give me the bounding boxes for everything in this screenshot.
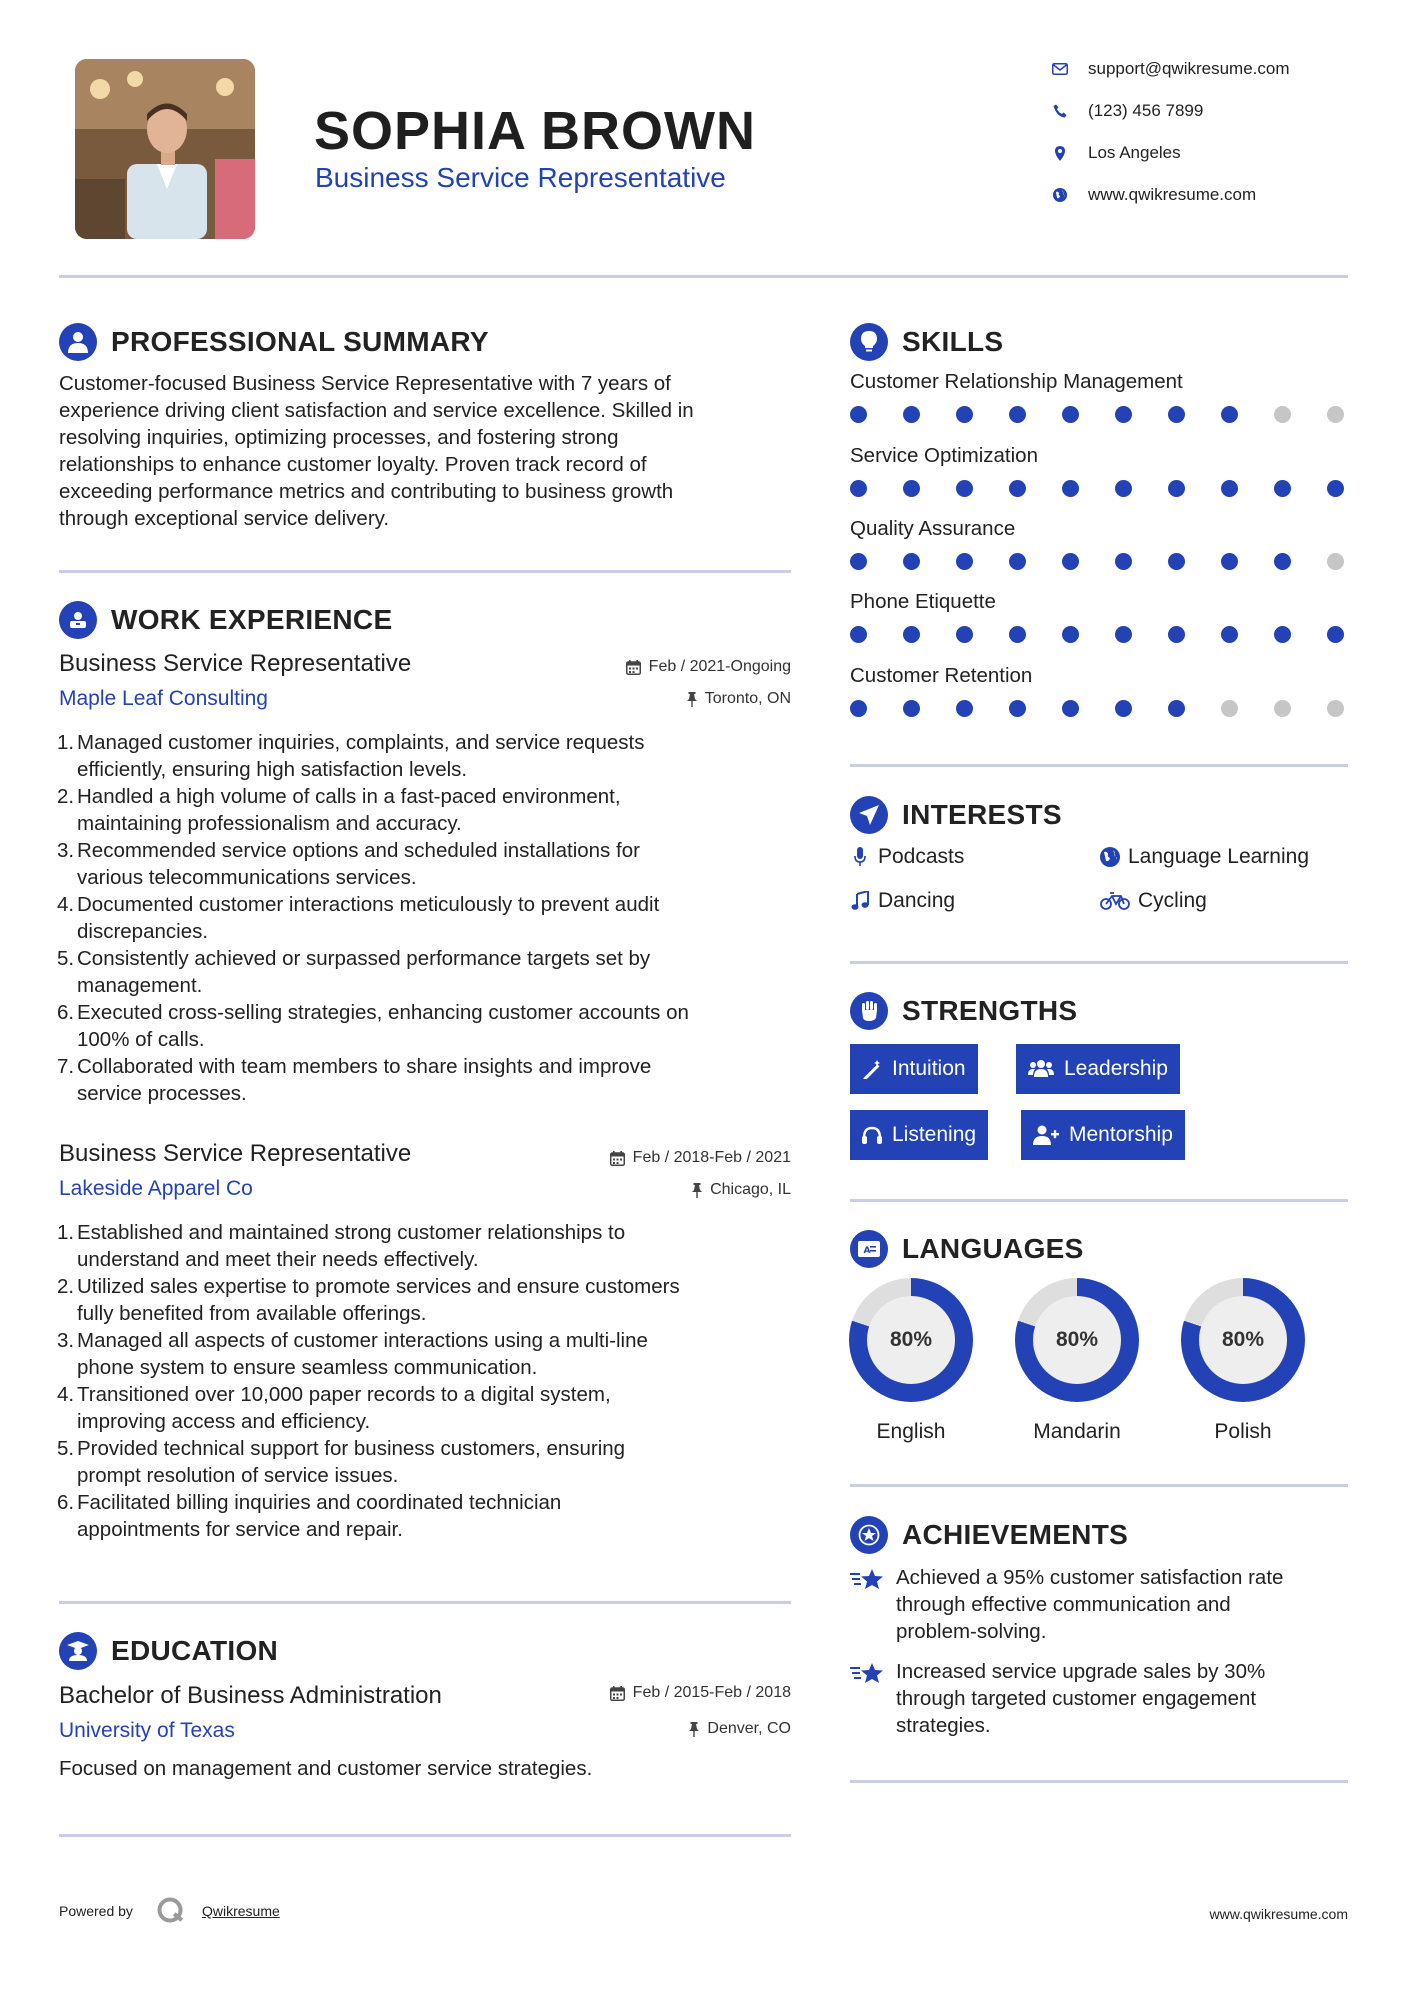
rating-dot-filled bbox=[1009, 406, 1026, 423]
achievement-text: Achieved a 95% customer satisfaction rate through effective communication and problem-solving. bbox=[896, 1566, 1284, 1643]
rating-dot-filled bbox=[1168, 406, 1185, 423]
interest-label: Dancing bbox=[878, 889, 956, 912]
rating-dot-empty bbox=[1274, 406, 1291, 423]
summary-heading bbox=[59, 323, 489, 361]
interests-title: INTERESTS bbox=[902, 799, 1062, 830]
phone-text: (123) 456 7899 bbox=[1088, 101, 1204, 120]
rating-dot-filled bbox=[1062, 406, 1079, 423]
language-name: English bbox=[876, 1420, 946, 1443]
skill-item bbox=[850, 444, 1344, 497]
skill-name: Phone Etiquette bbox=[850, 590, 996, 613]
job-location bbox=[500, 690, 791, 708]
qwikresume-link[interactable]: Qwikresume bbox=[202, 1903, 280, 1919]
rating-dot-filled bbox=[850, 553, 867, 570]
music-note-icon bbox=[850, 891, 870, 911]
headphones-icon bbox=[862, 1126, 882, 1144]
school: University of Texas bbox=[59, 1719, 235, 1742]
job-dates bbox=[500, 658, 791, 676]
footer-website-link[interactable]: www.qwikresume.com bbox=[1209, 1906, 1348, 1922]
degree: Bachelor of Business Administration bbox=[59, 1682, 442, 1709]
rating-dot-empty bbox=[1327, 406, 1344, 423]
job-location-text: Toronto, ON bbox=[704, 690, 791, 707]
education-description: Focused on management and customer service strategies. bbox=[59, 1757, 593, 1780]
education-location bbox=[500, 1720, 791, 1738]
skill-name: Customer Retention bbox=[850, 664, 1033, 687]
shooting-star-icon bbox=[850, 1658, 884, 1739]
rating-dot-filled bbox=[1274, 553, 1291, 570]
duty-item: 5. Consistently achieved or surpassed performance targets set by management. bbox=[57, 947, 651, 997]
rating-dot-filled bbox=[1274, 480, 1291, 497]
summary-line: experience driving client satisfaction and service excellence. Skilled in bbox=[59, 399, 694, 422]
skill-item bbox=[850, 517, 1344, 570]
rating-dot-filled bbox=[1274, 626, 1291, 643]
skill-rating bbox=[850, 626, 1344, 643]
user-plus-icon bbox=[1033, 1125, 1059, 1145]
lightbulb-icon bbox=[850, 323, 888, 361]
skill-name: Quality Assurance bbox=[850, 517, 1016, 540]
contact-phone bbox=[1050, 101, 1203, 121]
summary-line: relationships to enhance customer loyalty. Proven track record of bbox=[59, 453, 647, 476]
strengths-title: STRENGTHS bbox=[902, 995, 1078, 1026]
skill-name: Service Optimization bbox=[850, 444, 1038, 467]
location-text: Los Angeles bbox=[1088, 143, 1181, 162]
rating-dot-empty bbox=[1221, 700, 1238, 717]
duty-item: 6. Facilitated billing inquiries and coordinated technician appointments for service and repair. bbox=[57, 1491, 562, 1541]
microphone-icon bbox=[850, 847, 870, 867]
bicycle-icon bbox=[1100, 892, 1130, 910]
globe-icon bbox=[1050, 185, 1070, 205]
rating-dot-filled bbox=[1168, 626, 1185, 643]
language-percent: 80% bbox=[867, 1296, 955, 1384]
rating-dot-filled bbox=[850, 406, 867, 423]
experience-title: WORK EXPERIENCE bbox=[111, 604, 393, 635]
experience-divider bbox=[59, 1601, 791, 1604]
contact-email[interactable] bbox=[1050, 59, 1290, 79]
duty-item: 3. Recommended service options and scheduled installations for various telecommunications services. bbox=[57, 839, 640, 889]
language-item bbox=[849, 1278, 973, 1444]
achievement-item bbox=[850, 1658, 1348, 1739]
skill-item bbox=[850, 664, 1344, 717]
experience-heading bbox=[59, 601, 392, 639]
rating-dot-filled bbox=[1009, 480, 1026, 497]
rating-dot-filled bbox=[850, 626, 867, 643]
phone-icon bbox=[1050, 101, 1070, 121]
users-icon bbox=[1028, 1059, 1054, 1079]
duty-item: 3. Managed all aspects of customer interactions using a multi-line phone system to ensure seamless communication. bbox=[57, 1329, 648, 1379]
language-name: Polish bbox=[1214, 1420, 1272, 1443]
candidate-name: SOPHIA BROWN bbox=[314, 101, 756, 161]
interest-item bbox=[1100, 889, 1207, 913]
duty-item: 2. Utilized sales expertise to promote services and ensure customers fully benefited from available offerings. bbox=[57, 1275, 680, 1325]
job-dates bbox=[500, 1149, 791, 1167]
skills-divider bbox=[850, 764, 1348, 767]
language-icon bbox=[850, 1230, 888, 1268]
job-company: Maple Leaf Consulting bbox=[59, 687, 268, 710]
rating-dot-filled bbox=[956, 553, 973, 570]
rating-dot-filled bbox=[1168, 553, 1185, 570]
rating-dot-empty bbox=[1327, 700, 1344, 717]
education-dates bbox=[500, 1684, 791, 1702]
rating-dot-filled bbox=[1327, 626, 1344, 643]
duty-item: 5. Provided technical support for business customers, ensuring prompt resolution of service issues. bbox=[57, 1437, 626, 1487]
rating-dot-filled bbox=[1115, 406, 1132, 423]
paper-plane-icon bbox=[850, 796, 888, 834]
calendar-icon bbox=[610, 1686, 625, 1701]
summary-line: resolving inquiries, optimizing processes, and fostering strong bbox=[59, 426, 619, 449]
skill-rating bbox=[850, 406, 1344, 423]
summary-title: PROFESSIONAL SUMMARY bbox=[111, 326, 489, 357]
achievements-title: ACHIEVEMENTS bbox=[902, 1519, 1129, 1550]
email-text: support@qwikresume.com bbox=[1088, 59, 1290, 78]
shooting-star-icon bbox=[850, 1564, 884, 1645]
job-duties bbox=[57, 729, 797, 1107]
summary-divider bbox=[59, 570, 791, 573]
skill-rating bbox=[850, 480, 1344, 497]
summary-line: Customer-focused Business Service Representative with 7 years of bbox=[59, 372, 671, 395]
skill-rating bbox=[850, 700, 1344, 717]
language-name: Mandarin bbox=[1033, 1420, 1121, 1443]
job-duties bbox=[57, 1219, 797, 1543]
contact-location bbox=[1050, 143, 1181, 163]
rating-dot-filled bbox=[903, 700, 920, 717]
rating-dot-filled bbox=[1009, 700, 1026, 717]
languages-heading bbox=[850, 1230, 1084, 1268]
strength-chip bbox=[850, 1110, 988, 1160]
summary-text bbox=[59, 370, 799, 532]
strengths-divider bbox=[850, 1199, 1348, 1202]
qwikresume-logo-icon bbox=[156, 1896, 186, 1931]
globe-icon bbox=[1100, 847, 1120, 867]
interest-item bbox=[1100, 845, 1309, 869]
rating-dot-filled bbox=[1009, 626, 1026, 643]
duty-item: 4. Documented customer interactions meticulously to prevent audit discrepancies. bbox=[57, 893, 660, 943]
magic-wand-icon bbox=[862, 1059, 882, 1079]
powered-by-label: Powered by bbox=[59, 1903, 133, 1919]
summary-line: exceeding performance metrics and contributing to business growth bbox=[59, 480, 674, 503]
rating-dot-filled bbox=[956, 406, 973, 423]
interest-label: Cycling bbox=[1138, 889, 1207, 912]
rating-dot-filled bbox=[850, 480, 867, 497]
job-company: Lakeside Apparel Co bbox=[59, 1177, 253, 1200]
svg-text:A: A bbox=[863, 1246, 871, 1256]
candidate-title: Business Service Representative bbox=[315, 162, 726, 193]
achievements-divider bbox=[850, 1780, 1348, 1783]
job-role: Business Service Representative bbox=[59, 1140, 412, 1167]
languages-divider bbox=[850, 1484, 1348, 1487]
achievement-item bbox=[850, 1564, 1348, 1645]
job-dates-text: Feb / 2021-Ongoing bbox=[648, 658, 791, 675]
education-dates-text: Feb / 2015-Feb / 2018 bbox=[632, 1684, 791, 1701]
rating-dot-filled bbox=[1115, 553, 1132, 570]
rating-dot-filled bbox=[1009, 553, 1026, 570]
strength-label: Intuition bbox=[892, 1057, 966, 1080]
job-dates-text: Feb / 2018-Feb / 2021 bbox=[632, 1149, 791, 1166]
job-location bbox=[500, 1181, 791, 1199]
duty-item: 2. Handled a high volume of calls in a fast-paced environment, maintaining professionalism and accuracy. bbox=[57, 785, 621, 835]
rating-dot-filled bbox=[1168, 700, 1185, 717]
star-badge-icon bbox=[850, 1516, 888, 1554]
envelope-icon bbox=[1050, 59, 1070, 79]
rating-dot-filled bbox=[1221, 626, 1238, 643]
languages-title: LANGUAGES bbox=[902, 1233, 1084, 1264]
rating-dot-filled bbox=[1062, 626, 1079, 643]
education-location-text: Denver, CO bbox=[707, 1720, 791, 1737]
skill-rating bbox=[850, 553, 1344, 570]
skill-item bbox=[850, 590, 1344, 643]
strength-chip bbox=[850, 1044, 978, 1094]
duty-item: 7. Collaborated with team members to share insights and improve service processes. bbox=[57, 1055, 652, 1105]
strength-chip bbox=[1021, 1110, 1185, 1160]
duty-item: 1. Established and maintained strong customer relationships to understand and meet their needs effectively. bbox=[57, 1221, 626, 1271]
interests-divider bbox=[850, 961, 1348, 964]
interests-heading bbox=[850, 796, 1062, 834]
website-text: www.qwikresume.com bbox=[1088, 185, 1257, 204]
graduate-icon bbox=[59, 1632, 97, 1670]
interest-label: Podcasts bbox=[878, 845, 965, 868]
rating-dot-filled bbox=[1115, 626, 1132, 643]
language-ring bbox=[1181, 1278, 1305, 1402]
rating-dot-filled bbox=[1115, 700, 1132, 717]
language-percent: 80% bbox=[1199, 1296, 1287, 1384]
rating-dot-filled bbox=[1221, 553, 1238, 570]
header-divider bbox=[59, 275, 1348, 278]
rating-dot-filled bbox=[956, 480, 973, 497]
rating-dot-filled bbox=[903, 406, 920, 423]
rating-dot-filled bbox=[903, 480, 920, 497]
strength-label: Listening bbox=[892, 1123, 977, 1146]
rating-dot-filled bbox=[1062, 480, 1079, 497]
skills-title: SKILLS bbox=[902, 326, 1004, 357]
language-item bbox=[1015, 1278, 1139, 1444]
duty-item: 1. Managed customer inquiries, complaints, and service requests efficiently, ensuring high satisfaction levels. bbox=[57, 731, 645, 781]
rating-dot-filled bbox=[1221, 480, 1238, 497]
pushpin-icon bbox=[687, 692, 697, 707]
duty-item: 4. Transitioned over 10,000 paper records to a digital system, improving access and efficiency. bbox=[57, 1383, 611, 1433]
language-percent: 80% bbox=[1033, 1296, 1121, 1384]
rating-dot-empty bbox=[1327, 553, 1344, 570]
user-icon bbox=[59, 323, 97, 361]
strength-label: Leadership bbox=[1064, 1057, 1168, 1080]
language-ring bbox=[849, 1278, 973, 1402]
rating-dot-empty bbox=[1274, 700, 1291, 717]
rating-dot-filled bbox=[903, 553, 920, 570]
language-ring bbox=[1015, 1278, 1139, 1402]
strength-label: Mentorship bbox=[1069, 1123, 1173, 1146]
skills-heading bbox=[850, 323, 1003, 361]
rating-dot-filled bbox=[1115, 480, 1132, 497]
achievement-text: Increased service upgrade sales by 30% through targeted customer engagement strategies. bbox=[896, 1660, 1266, 1737]
rating-dot-filled bbox=[956, 700, 973, 717]
calendar-icon bbox=[626, 660, 641, 675]
achievements-heading bbox=[850, 1516, 1128, 1554]
pushpin-icon bbox=[689, 1722, 699, 1737]
profile-photo bbox=[75, 59, 255, 239]
job-role: Business Service Representative bbox=[59, 650, 412, 677]
rating-dot-filled bbox=[1221, 406, 1238, 423]
education-heading bbox=[59, 1632, 278, 1670]
rating-dot-filled bbox=[1327, 480, 1344, 497]
fist-icon bbox=[850, 992, 888, 1030]
strengths-heading bbox=[850, 992, 1077, 1030]
rating-dot-filled bbox=[903, 626, 920, 643]
strength-chip bbox=[1016, 1044, 1180, 1094]
interest-item bbox=[850, 889, 955, 913]
summary-line: through exceptional service delivery. bbox=[59, 507, 390, 530]
interest-item bbox=[850, 845, 964, 869]
rating-dot-filled bbox=[1168, 480, 1185, 497]
job-location-text: Chicago, IL bbox=[710, 1181, 791, 1198]
calendar-icon bbox=[610, 1151, 625, 1166]
education-title: EDUCATION bbox=[111, 1635, 279, 1666]
skill-name: Customer Relationship Management bbox=[850, 370, 1183, 393]
rating-dot-filled bbox=[850, 700, 867, 717]
pushpin-icon bbox=[692, 1183, 702, 1198]
duty-item: 6. Executed cross-selling strategies, enhancing customer accounts on 100% of calls. bbox=[57, 1001, 689, 1051]
map-pin-icon bbox=[1050, 143, 1070, 163]
rating-dot-filled bbox=[1062, 553, 1079, 570]
interest-label: Language Learning bbox=[1128, 845, 1310, 868]
language-item bbox=[1181, 1278, 1305, 1444]
education-divider bbox=[59, 1834, 791, 1837]
skill-item bbox=[850, 370, 1344, 423]
rating-dot-filled bbox=[956, 626, 973, 643]
rating-dot-filled bbox=[1062, 700, 1079, 717]
briefcase-icon bbox=[59, 601, 97, 639]
contact-website[interactable] bbox=[1050, 185, 1256, 205]
